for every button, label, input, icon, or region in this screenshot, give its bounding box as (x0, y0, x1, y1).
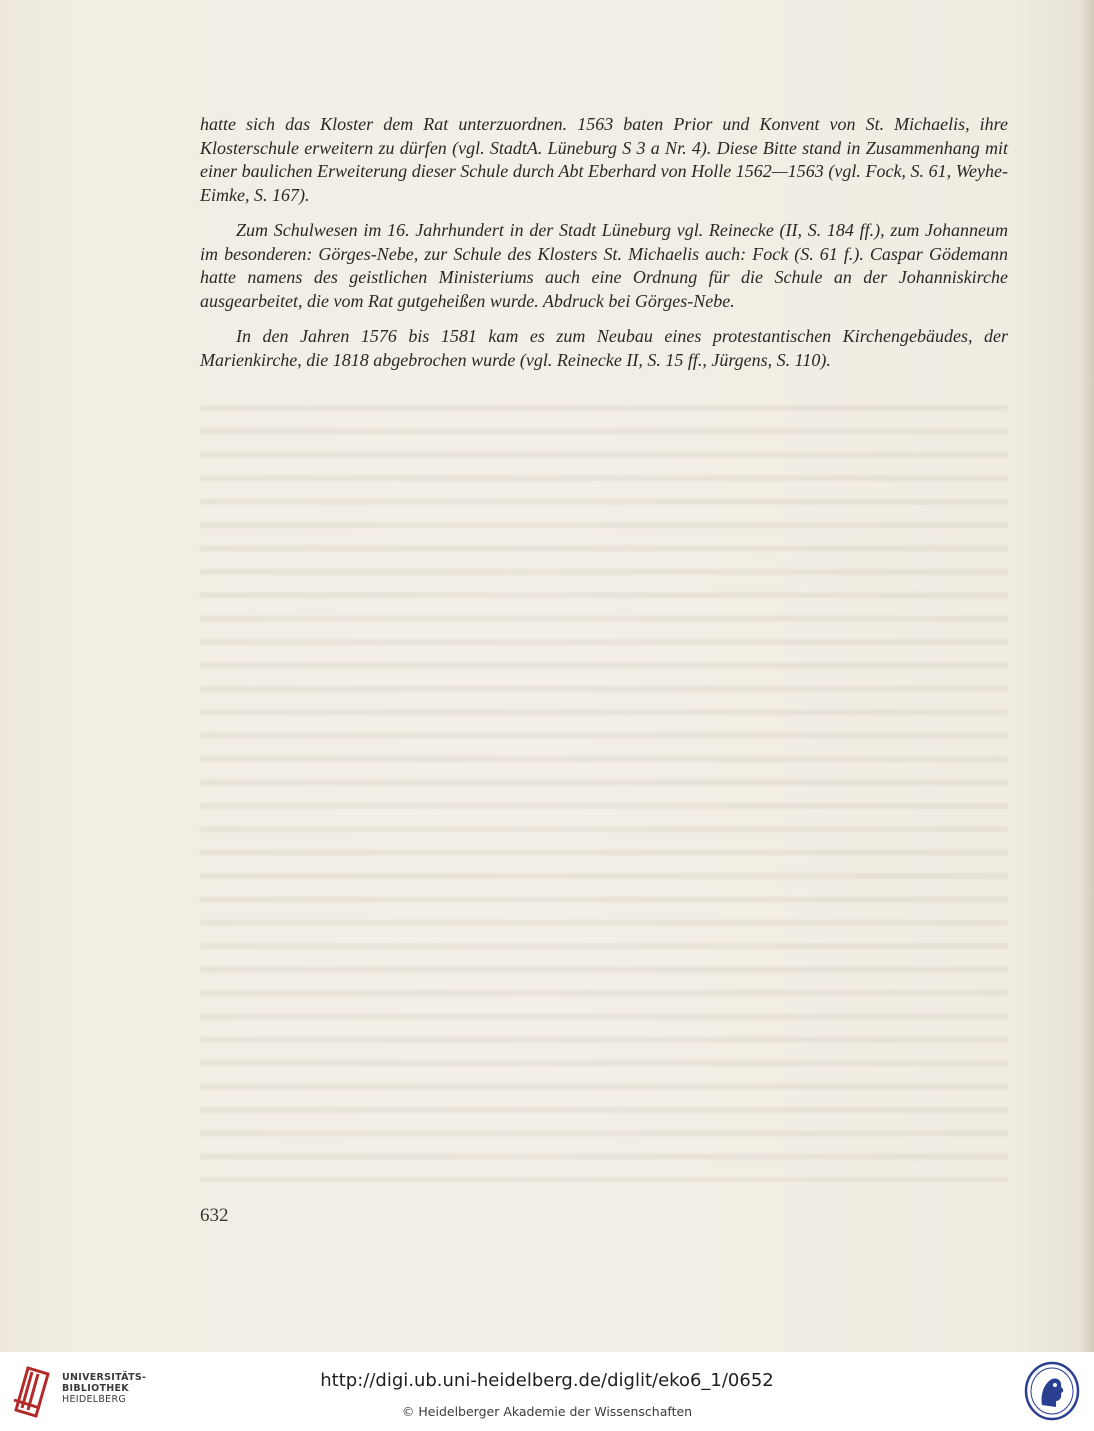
body-text (200, 113, 1008, 384)
permalink-url[interactable]: http://digi.ub.uni-heidelberg.de/diglit/eko6_1/0652 (320, 1370, 774, 1391)
paragraph-1: hatte sich das Kloster dem Rat unterzuordnen. 1563 baten Prior und Konvent von St. Michaelis, ihre Klosterschule erweitern zu dürfen (vgl. StadtA. Lüneburg S 3 a Nr. 4). Diese Bitte stand in Zusammenhang mit einer baulichen Erweiterung dieser Schule durch Abt Eberhard von Holle 1562—1563 (vgl. Fock, S. 61, Weyhe-Eimke, S. 167). (200, 114, 1008, 205)
library-name-line1: UNIVERSITÄTS- (62, 1372, 147, 1383)
paragraph-2: Zum Schulwesen im 16. Jahrhundert in der Stadt Lüneburg vgl. Reinecke (II, S. 184 ff.), zum Johanneum im besonderen: Görges-Nebe, zur Schule des Klosters St. Michaelis auch: Fock (S. 61 f.). Caspar Gödemann hatte namens des geistlichen Ministeriums auch eine Ordnung für die Schule an der Johanniskirche ausgearbeitet, die vom Rat gutgeheißen wurde. Abdruck bei Görges-Nebe. (200, 220, 1008, 311)
page-number: 632 (200, 1205, 229, 1226)
academy-seal-icon[interactable] (1024, 1361, 1080, 1421)
bleed-through-texture (200, 392, 1008, 1182)
paragraph-3: In den Jahren 1576 bis 1581 kam es zum Neubau eines protestantischen Kirchengebäudes, der Marienkirche, die 1818 abgebrochen wurde (vgl. Reinecke II, S. 15 ff., Jürgens, S. 110). (200, 326, 1008, 370)
library-name-line3: HEIDELBERG (62, 1394, 127, 1405)
page-gutter-shadow (1080, 0, 1094, 1352)
library-name-line2: BIBLIOTHEK (62, 1383, 129, 1394)
copyright-notice: © Heidelberger Akademie der Wissenschaften (401, 1404, 693, 1419)
viewer-footer (0, 1352, 1094, 1431)
